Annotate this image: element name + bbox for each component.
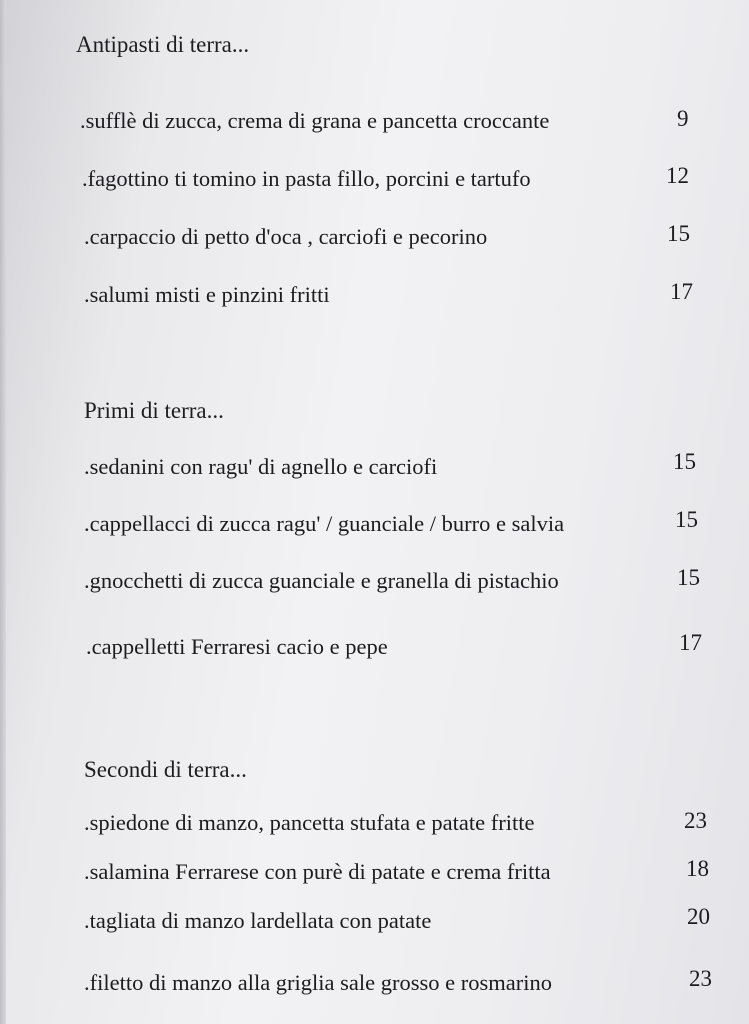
section-title-antipasti: Antipasti di terra... — [76, 32, 250, 57]
paper-edge — [0, 0, 6, 1024]
menu-item-price: 18 — [686, 856, 709, 881]
menu-item-price: 17 — [670, 279, 693, 304]
menu-item-name: .sufflè di zucca, crema di grana e pancetta croccante — [80, 108, 550, 133]
menu-item-name: .tagliata di manzo lardellata con patate — [84, 908, 432, 933]
menu-item-name: .salamina Ferrarese con purè di patate e crema fritta — [84, 859, 551, 884]
menu-item-price: 12 — [666, 163, 689, 188]
menu-item-price: 15 — [675, 507, 698, 532]
menu-item-name: .gnocchetti di zucca guanciale e granella di pistachio — [84, 568, 559, 593]
menu-item-price: 23 — [689, 966, 712, 991]
section-title-secondi: Secondi di terra... — [84, 757, 247, 782]
menu-item-price: 15 — [667, 221, 690, 246]
menu-item-price: 17 — [679, 630, 702, 655]
menu-item-name: .cappellacci di zucca ragu' / guanciale / burro e salvia — [84, 511, 565, 536]
menu-item-name: .salumi misti e pinzini fritti — [84, 282, 330, 307]
menu-item-price: 20 — [687, 904, 710, 929]
menu-item-name: .carpaccio di petto d'oca , carciofi e pecorino — [84, 224, 488, 249]
menu-item-name: .spiedone di manzo, pancetta stufata e patate fritte — [84, 810, 535, 835]
menu-item-price: 15 — [673, 449, 696, 474]
menu-item-price: 23 — [684, 808, 707, 833]
menu-item-name: .sedanini con ragu' di agnello e carciofi — [84, 454, 438, 479]
menu-item-name: .cappelletti Ferraresi cacio e pepe — [86, 634, 388, 659]
menu-item-name: .fagottino ti tomino in pasta fillo, porcini e tartufo — [82, 166, 531, 191]
section-title-primi: Primi di terra... — [84, 398, 224, 423]
menu-item-name: .filetto di manzo alla griglia sale grosso e rosmarino — [84, 970, 552, 995]
menu-item-price: 15 — [677, 565, 700, 590]
menu-item-price: 9 — [677, 106, 689, 131]
